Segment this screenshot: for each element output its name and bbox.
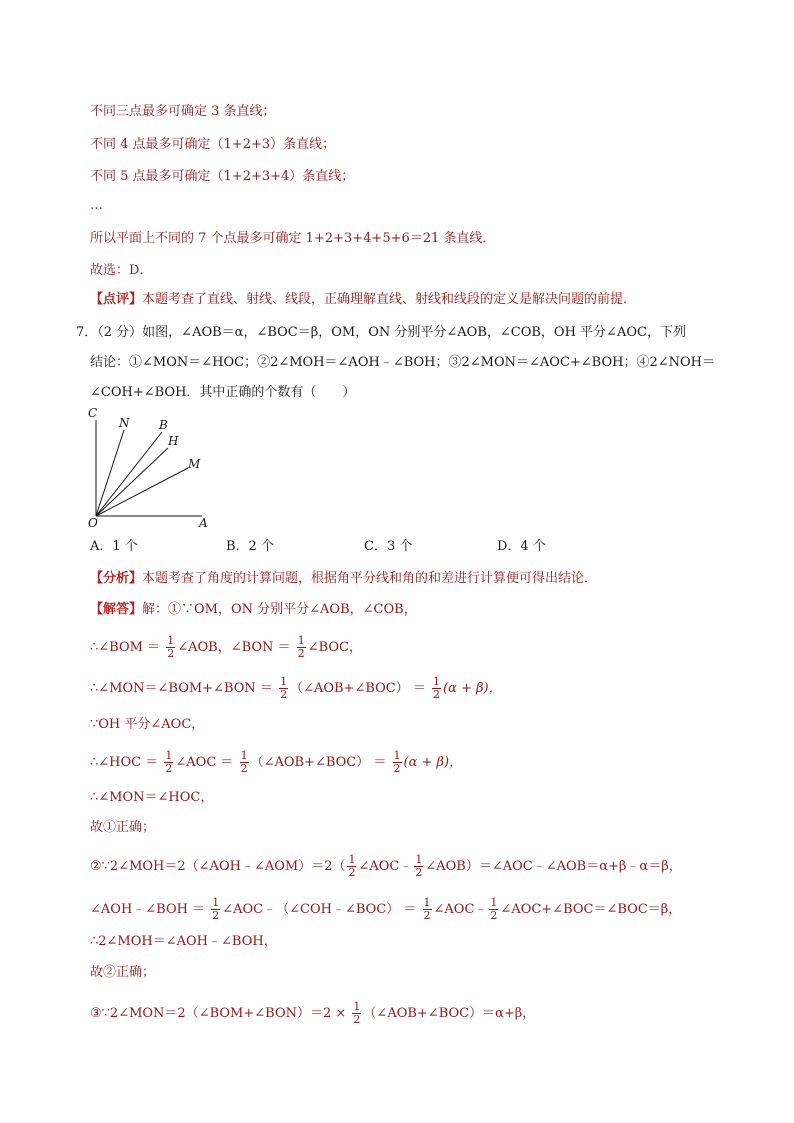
solution-line-10: ∴2∠MOH＝∠AOH﹣∠BOH， xyxy=(90,934,277,949)
half-fraction: $\frac{1}{2}$ xyxy=(167,634,175,660)
option-c: C．3 个 xyxy=(364,539,413,554)
line-seven-points: 所以平面上不同的 7 个点最多可确定 1+2+3+4+5+6＝21 条直线． xyxy=(90,231,496,246)
solution-line-11: 故②正确； xyxy=(90,965,156,980)
mon-double-result: （∠AOB+∠BOC）＝α+β， xyxy=(363,1006,536,1021)
alpha-beta-sum: (α + β)， xyxy=(403,755,463,770)
solution-line-2 xyxy=(90,635,362,660)
solution-line-7: 故①正确； xyxy=(90,820,156,835)
solution-line-1 xyxy=(90,601,417,619)
boc-term: ∠BOC， xyxy=(307,640,362,655)
mon-double-eq: ③∵2∠MON＝2（∠BOM+∠BON）＝2 × xyxy=(90,1006,347,1021)
label-o: O xyxy=(88,516,98,530)
half-fraction: $\frac{1}{2}$ xyxy=(415,853,423,879)
half-fraction: $\frac{1}{2}$ xyxy=(212,896,220,922)
aob-boc-sum: （∠AOB+∠BOC） ＝ xyxy=(250,755,387,770)
half-fraction: $\frac{1}{2}$ xyxy=(348,853,356,879)
comment-tag: 【点评】 xyxy=(90,292,143,307)
bom-eq: ∴∠BOM ＝ xyxy=(90,640,161,655)
question-line-3: ∠COH+∠BOH．其中正确的个数有（ ） xyxy=(90,385,356,400)
option-b: B．2 个 xyxy=(226,539,274,554)
line-three-points: 不同三点最多可确定 3 条直线； xyxy=(90,104,276,119)
option-d: D．4 个 xyxy=(497,539,546,554)
solution-step-1: 解：①∵OM，ON 分别平分∠AOB，∠COB， xyxy=(142,602,417,617)
aoc-minus: ∠AOC﹣ xyxy=(433,902,488,917)
half-fraction: $\frac{1}{2}$ xyxy=(297,634,305,660)
solution-tag: 【解答】 xyxy=(90,602,143,617)
hoc-eq: ∴∠HOC ＝ xyxy=(90,755,159,770)
aoc-term: ∠AOC ＝ xyxy=(175,755,234,770)
label-a: A xyxy=(199,516,208,530)
label-b: B xyxy=(159,418,168,432)
solution-line-6: ∴∠MON＝∠HOC， xyxy=(90,790,214,805)
analysis-text: 本题考查了角度的计算问题，根据角平分线和角的和差进行计算便可得出结论． xyxy=(142,571,598,586)
aoh-boh-eq: ∠AOH﹣∠BOH ＝ xyxy=(90,902,206,917)
solution-line-5 xyxy=(90,750,462,775)
label-c: C xyxy=(88,406,98,420)
half-fraction: $\frac{1}{2}$ xyxy=(165,749,173,775)
aob-bon-eq: ∠AOB，∠BON ＝ xyxy=(177,640,291,655)
moh-eq: ②∵2∠MOH＝2（∠AOH﹣∠AOM）＝2（ xyxy=(90,859,346,874)
ray-ob xyxy=(96,432,162,516)
line-answer-d: 故选：D． xyxy=(90,263,153,278)
aob-boc-sum: （∠AOB+∠BOC） ＝ xyxy=(290,681,426,696)
comment-line xyxy=(90,291,636,309)
solution-line-8 xyxy=(90,854,682,879)
half-fraction: $\frac{1}{2}$ xyxy=(423,896,431,922)
angle-figure xyxy=(82,402,222,532)
line-four-points: 不同 4 点最多可确定（1+2+3）条直线； xyxy=(90,137,336,152)
solution-line-9 xyxy=(90,897,681,922)
half-fraction: $\frac{1}{2}$ xyxy=(353,1000,361,1026)
analysis-line xyxy=(90,570,597,588)
comment-text: 本题考查了直线、射线、线段，正确理解直线、射线和线段的定义是解决问题的前提． xyxy=(142,292,637,307)
half-fraction: $\frac{1}{2}$ xyxy=(490,896,498,922)
solution-line-3 xyxy=(90,676,502,701)
solution-line-12 xyxy=(90,1001,535,1026)
alpha-beta-sum: (α + β)， xyxy=(443,681,502,696)
label-m: M xyxy=(188,457,201,471)
half-fraction: $\frac{1}{2}$ xyxy=(280,675,288,701)
solution-line-4: ∵OH 平分∠AOC， xyxy=(90,717,205,732)
half-fraction: $\frac{1}{2}$ xyxy=(393,749,401,775)
analysis-tag: 【分析】 xyxy=(90,571,143,586)
question-line-2: 结论：①∠MON＝∠HOC；②2∠MOH＝∠AOH﹣∠BOH；③2∠MON＝∠AOC+∠BOH；④2∠NOH＝ xyxy=(90,355,715,370)
half-fraction: $\frac{1}{2}$ xyxy=(240,749,248,775)
aoc-minus: ∠AOC﹣ xyxy=(358,859,413,874)
option-a: A．1 个 xyxy=(90,539,138,554)
half-fraction: $\frac{1}{2}$ xyxy=(433,675,441,701)
line-ellipsis: … xyxy=(90,198,103,213)
question-line-1: 7．（2 分）如图，∠AOB＝α，∠BOC＝β，OM，ON 分别平分∠AOB，∠COB，OH 平分∠AOC，下列 xyxy=(76,325,686,340)
label-n: N xyxy=(119,416,130,430)
line-five-points: 不同 5 点最多可确定（1+2+3+4）条直线； xyxy=(90,169,355,184)
aoc-coh-term: ∠AOC﹣（∠COH﹣∠BOC） ＝ xyxy=(222,902,417,917)
label-h: H xyxy=(168,434,179,448)
moh-result: ∠AOB）＝∠AOC﹣∠AOB＝α+β﹣α＝β， xyxy=(425,859,682,874)
boc-result: ∠AOC+∠BOC＝∠BOC＝β， xyxy=(500,902,682,917)
mon-eq: ∴∠MON＝∠BOM+∠BON ＝ xyxy=(90,681,273,696)
